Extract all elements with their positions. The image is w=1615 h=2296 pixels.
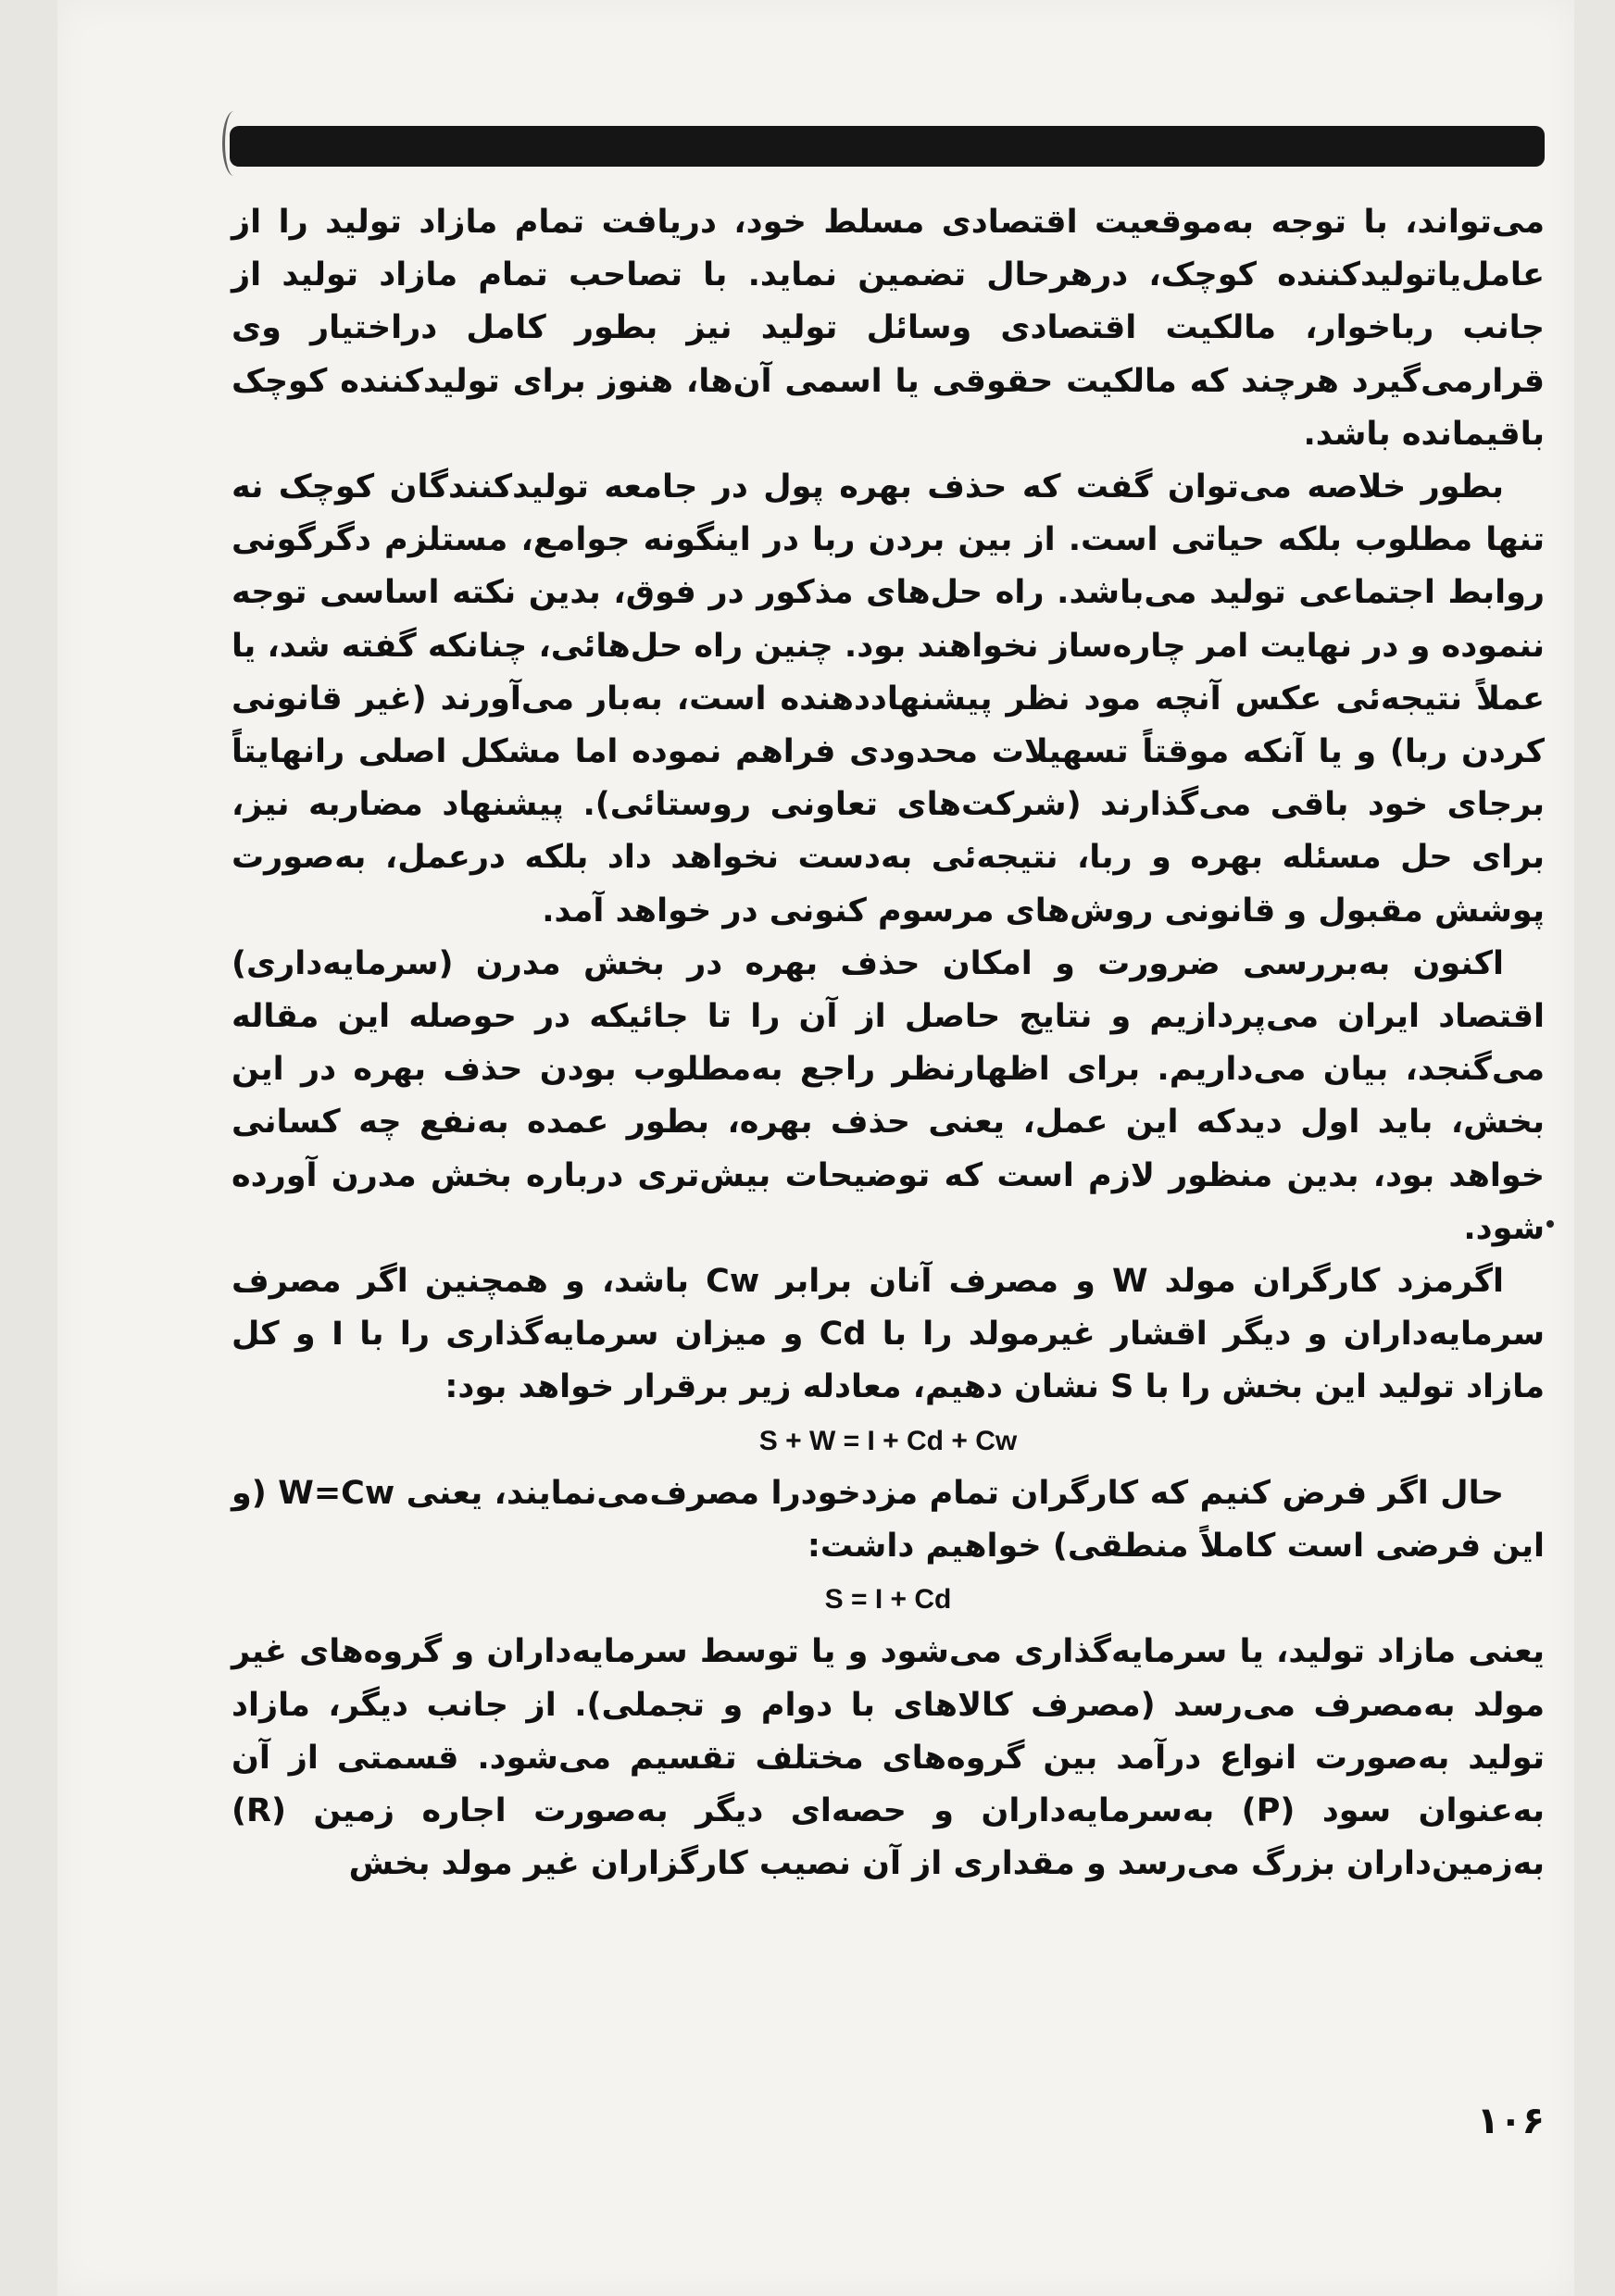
equation-1: S + W = I + Cd + Cw — [758, 1425, 1018, 1456]
paragraph-2: بطور خلاصه می‌توان گفت که حذف بهره پول در جامعه تولیدکنندگان کوچک نه تنها مطلوب بلکه حیاتی است. از بین بردن ربا در اینگونه جوامع، مستلزم دگرگونی روابط اجتماعی تولید می‌باشد. راه حل‌های مذکور در فوق، بدین نکته اساسی توجه ننموده و در نهایت امر چاره‌ساز نخواهند بود. چنین راه حل‌هائی، چنانکه گفته شد، یا عملاً نتیجه‌ئی عکس آنچه مود نظر پیشنهاددهنده است، به‌بار می‌آورند (غیر قانونی کردن ربا) و یا آنکه موقتاً تسهیلات محدودی فراهم نموده اما مشکل اصلی رانهایتاً برجای خود باقی می‌گذارند (شرکت‌های تعاونی روستائی). پیشنهاد مضاربه نیز، برای حل مسئله بهره و ربا، نتیجه‌ئی به‌دست نخواهد داد بلکه درعمل، به‌صورت پوشش مقبول و قانونی روش‌های مرسوم کنونی در خواهد آمد. — [232, 468, 1545, 930]
paragraph-5: حال اگر فرض کنیم که کارگران تمام مزدخودرا مصرف‌می‌نمایند، یعنی W=Cw (و این فرضی است کاملاً منطقی) خواهیم داشت: — [232, 1474, 1545, 1566]
paragraph-6: یعنی مازاد تولید، یا سرمایه‌گذاری می‌شود و یا توسط سرمایه‌داران و گروه‌های غیر مولد به‌مصرف می‌رسد (مصرف کالاهای با دوام و تجملی). از جانب دیگر، مازاد تولید به‌صورت انواع درآمد بین گروه‌های مختلف تقسیم می‌شود. قسمتی از آن به‌عنوان سود (P) به‌سرمایه‌داران و حصه‌ای دیگر به‌صورت اجاره زمین (R) به‌زمین‌داران بزرگ می‌رسد و مقداری از آن نصیب کارگزاران غیر مولد بخش — [232, 1633, 1545, 1883]
equation-2: S = I + Cd — [824, 1584, 952, 1616]
paragraph-1: می‌تواند، با توجه به‌موقعیت اقتصادی مسلط خود، دریافت تمام مازاد تولید را از عامل‌یاتولیدکننده کوچک، درهرحال تضمین نماید. با تصاحب تمام مازاد تولید از جانب رباخوار، مالکیت اقتصادی وسائل تولید نیز بطور کامل دراختیار وی قرارمی‌گیرد هرچند که مالکیت حقوقی یا اسمی آن‌ها، هنوز برای تولیدکننده کوچک باقیمانده باشد. — [232, 204, 1545, 453]
header-rule-bar — [230, 126, 1545, 167]
paragraph-4: اگرمزد کارگران مولد W و مصرف آنان برابر Cw باشد، و همچنین اگر مصرف سرمایه‌داران و دیگر اقشار غیرمولد را با Cd و میزان سرمایه‌گذاری را با I و کل مازاد تولید این بخش را با S نشان دهیم، معادله زیر برقرار خواهد بود: — [232, 1263, 1545, 1406]
body-text — [232, 196, 1545, 1891]
stray-ink-dot — [1546, 1220, 1554, 1228]
paragraph-3: اکنون به‌بررسی ضرورت و امکان حذف بهره در بخش مدرن (سرمایه‌داری) اقتصاد ایران می‌پردازیم و نتایج حاصل از آن را تا جائیکه در حوصله این مقاله می‌گنجد، بیان می‌داریم. برای اظهارنظر راجع به‌مطلوب بودن حذف بهره در این بخش، باید اول دیدکه این عمل، یعنی حذف بهره، بطور عمده به‌نفع چه کسانی خواهد بود، بدین منظور لازم است که توضیحات بیش‌تری درباره بخش مدرن آورده شود. — [232, 944, 1545, 1247]
page-number: ۱۰۶ — [1476, 2100, 1545, 2142]
